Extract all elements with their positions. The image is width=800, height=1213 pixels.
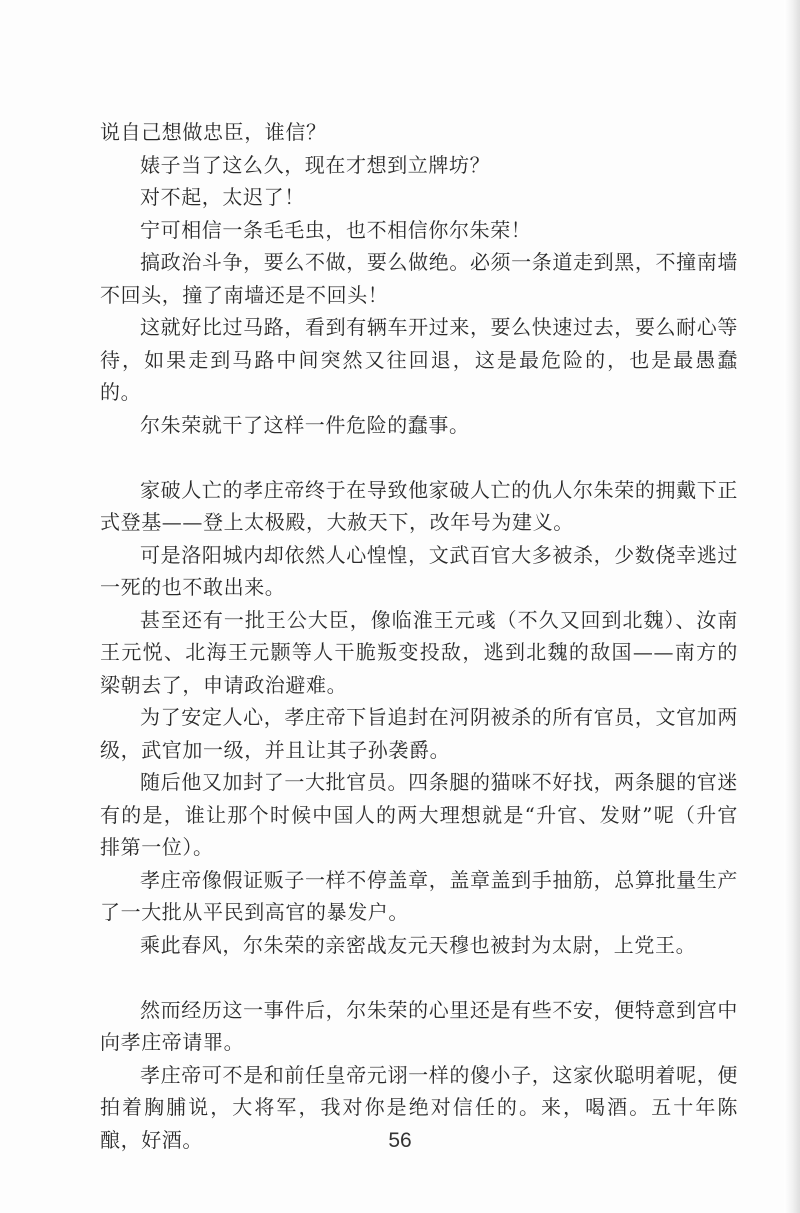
paragraph: 随后他又加封了一大批官员。四条腿的猫咪不好找，两条腿的官迷有的是，谁让那个时候中国人的两大理想就是“升官、发财”呢（升官排第一位）。 [100, 770, 738, 859]
paragraph: 家破人亡的孝庄帝终于在导致他家破人亡的仇人尔朱荣的拥戴下正式登基——登上太极殿，大赦天下，改年号为建义。 [100, 477, 738, 534]
paragraph: 甚至还有一批王公大臣，像临淮王元彧（不久又回到北魏）、汝南王元悦、北海王元颢等人干脆叛变投敌，逃到北魏的敌国——南方的梁朝去了，申请政治避难。 [100, 607, 738, 697]
page-number: 56 [388, 1129, 412, 1152]
paragraph: 对不起，太迟了！ [140, 185, 305, 209]
paragraph: 孝庄帝像假证贩子一样不停盖章，盖章盖到手抽筋，总算批量生产了一大批从平民到高官的暴发户。 [100, 867, 738, 924]
paragraph: 尔朱荣就干了这样一件危险的蠢事。 [140, 412, 470, 437]
paragraph: 搞政治斗争，要么不做，要么做绝。必须一条道走到黑，不撞南墙不回头，撞了南墙还是不回头！ [100, 250, 738, 307]
paragraph: 然而经历这一事件后，尔朱荣的心里还是有些不安，便特意到宫中向孝庄帝请罪。 [100, 997, 738, 1054]
paragraph: 婊子当了这么久，现在才想到立牌坊？ [140, 152, 491, 177]
paragraph: 说自己想做忠臣，谁信？ [100, 120, 327, 144]
paragraph: 可是洛阳城内却依然人心惶惶，文武百官大多被杀，少数侥幸逃过一死的也不敢出来。 [100, 542, 738, 599]
paragraph: 孝庄帝可不是和前任皇帝元诩一样的傻小子，这家伙聪明着呢，便拍着胸脯说，大将军，我对你是绝对信任的。来，喝酒。五十年陈酿，好酒。 [100, 1062, 738, 1152]
section-break [100, 441, 738, 474]
body-text [100, 116, 738, 1156]
paragraph: 宁可相信一条毛毛虫，也不相信你尔朱荣！ [140, 217, 532, 242]
page-binding-shadow [784, 0, 800, 1213]
paragraph: 为了安定人心，孝庄帝下旨追封在河阴被杀的所有官员，文官加两级，武官加一级，并且让其子孙袭爵。 [100, 705, 738, 762]
paragraph: 乘此春风，尔朱荣的亲密战友元天穆也被封为太尉，上党王。 [140, 932, 697, 957]
section-break [100, 961, 738, 994]
paragraph: 这就好比过马路，看到有辆车开过来，要么快速过去，要么耐心等待，如果走到马路中间突然又往回退，这是最危险的，也是最愚蠢的。 [100, 315, 738, 404]
